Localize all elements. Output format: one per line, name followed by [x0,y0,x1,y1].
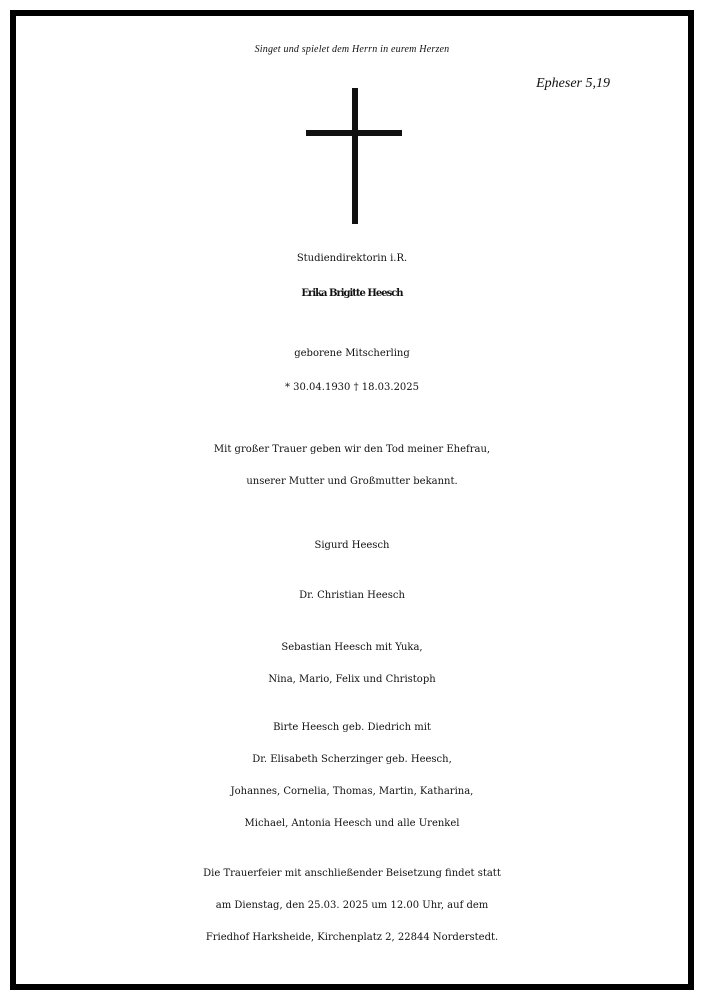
deceased-title: Studiendirektorin i.R. [296,253,408,264]
mourner-line: Nina, Mario, Felix und Christoph [268,674,436,685]
mourner-line: Sebastian Heesch mit Yuka, [281,642,423,653]
mourner-line: Dr. Christian Heesch [299,590,405,601]
announcement-line: Mit großer Trauer geben wir den Tod meiner Ehefrau, [213,444,491,455]
obituary-notice [10,10,694,990]
cross-horizontal-bar [306,130,402,136]
life-dates: * 30.04.1930 † 18.03.2025 [284,382,420,393]
funeral-info-line: am Dienstag, den 25.03. 2025 um 12.00 Uhr, auf dem [215,900,489,911]
mourner-line: Birte Heesch geb. Diedrich mit [273,722,431,733]
deceased-name: Erika Brigitte Heesch [301,288,403,299]
funeral-info-line: Friedhof Harksheide, Kirchenplatz 2, 22844 Norderstedt. [205,932,499,943]
bible-verse: Singet und spielet dem Herrn in eurem Herzen [254,44,450,55]
maiden-name: geborene Mitscherling [294,348,410,359]
bible-reference: Epheser 5,19 [536,76,610,91]
announcement-line: unserer Mutter und Großmutter bekannt. [246,476,458,487]
funeral-info-line: Die Trauerfeier mit anschließender Beisetzung findet statt [203,868,501,879]
mourner-line: Sigurd Heesch [314,540,390,551]
mourner-line: Michael, Antonia Heesch und alle Urenkel [244,818,460,829]
mourner-line: Johannes, Cornelia, Thomas, Martin, Katharina, [230,786,474,797]
cross-vertical-bar [352,88,358,224]
mourner-line: Dr. Elisabeth Scherzinger geb. Heesch, [252,754,452,765]
